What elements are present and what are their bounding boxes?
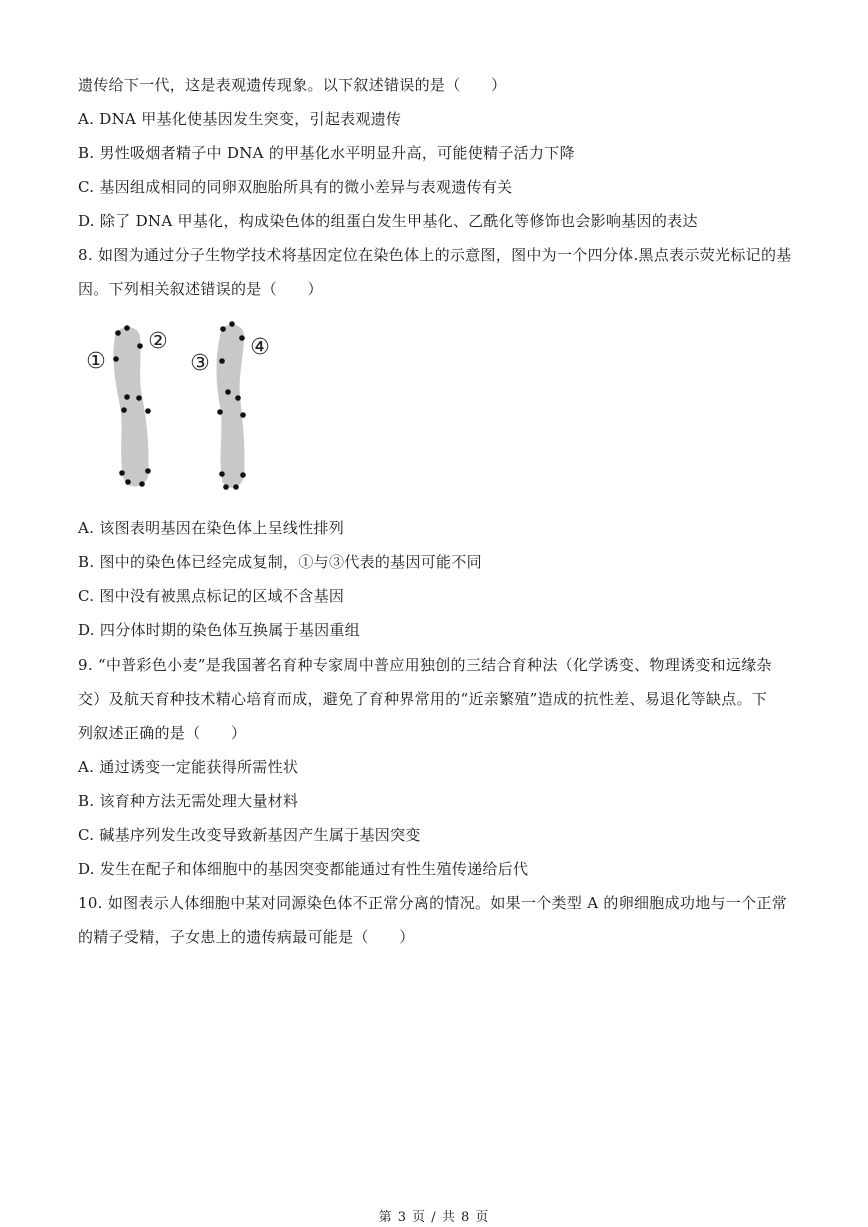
q7-option-d: D. 除了 DNA 甲基化，构成染色体的组蛋白发生甲基化、乙酰化等修饰也会影响基因的表达 xyxy=(78,212,698,230)
q8-stem-line-1: 8. 如图为通过分子生物学技术将基因定位在染色体上的示意图，图中为一个四分体.黑点表示荧光标记的基 xyxy=(78,246,792,264)
q7-option-c: C. 基因组成相同的同卵双胞胎所具有的微小差异与表观遗传有关 xyxy=(78,178,513,196)
q8-stem-line-2: 因。下列相关叙述错误的是（ ） xyxy=(78,280,323,298)
q10-stem-line-1: 10. 如图表示人体细胞中某对同源染色体不正常分离的情况。如果一个类型 A 的卵细胞成功地与一个正常 xyxy=(78,894,787,912)
page-footer: 第 3 页 / 共 8 页 xyxy=(378,1210,490,1225)
q9-option-c: C. 碱基序列发生改变导致新基因产生属于基因突变 xyxy=(78,826,421,844)
label-1: ① xyxy=(86,349,106,374)
label-3: ③ xyxy=(190,351,210,376)
q7-option-b: B. 男性吸烟者精子中 DNA 的甲基化水平明显升高，可能使精子活力下降 xyxy=(78,144,575,162)
tetrad-diagram xyxy=(80,316,280,496)
label-4: ④ xyxy=(250,335,270,360)
label-2: ② xyxy=(148,329,168,354)
chromosome-left xyxy=(113,327,148,486)
q7-stem: 遗传给下一代，这是表观遗传现象。以下叙述错误的是（ ） xyxy=(78,76,507,94)
q9-option-b: B. 该育种方法无需处理大量材料 xyxy=(78,792,299,810)
q8-option-d: D. 四分体时期的染色体互换属于基因重组 xyxy=(78,621,361,639)
q9-stem-line-1: 9. “中普彩色小麦”是我国著名育种专家周中普应用独创的三结合育种法（化学诱变、物理诱变和远缘杂 xyxy=(78,656,772,674)
q9-stem-line-3: 列叙述正确的是（ ） xyxy=(78,724,247,742)
q7-option-a: A. DNA 甲基化使基因发生突变，引起表观遗传 xyxy=(78,110,402,128)
q9-option-a: A. 通过诱变一定能获得所需性状 xyxy=(78,758,299,776)
chromosome-right xyxy=(217,325,245,488)
q8-option-b: B. 图中的染色体已经完成复制，①与③代表的基因可能不同 xyxy=(78,553,482,571)
q10-stem-line-2: 的精子受精，子女患上的遗传病最可能是（ ） xyxy=(78,928,415,946)
q9-option-d: D. 发生在配子和体细胞中的基因突变都能通过有性生殖传递给后代 xyxy=(78,860,529,878)
q8-option-a: A. 该图表明基因在染色体上呈线性排列 xyxy=(78,519,345,537)
chromosome-figure xyxy=(80,316,280,496)
q9-stem-line-2: 交）及航天育种技术精心培育而成，避免了育种界常用的“近亲繁殖”造成的抗性差、易退化等缺点。下 xyxy=(78,690,768,708)
q8-option-c: C. 图中没有被黑点标记的区域不含基因 xyxy=(78,587,345,605)
